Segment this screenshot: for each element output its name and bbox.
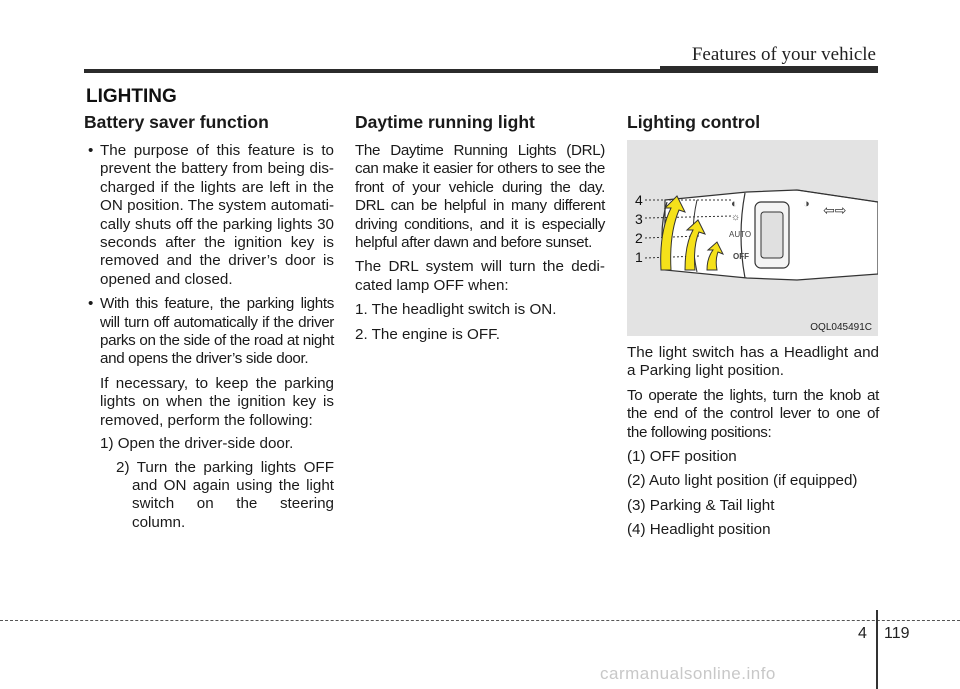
drl-heading: Daytime running light [355, 112, 535, 132]
page-number: 119 [884, 625, 910, 642]
position-number-2: 2 [635, 230, 643, 246]
position-2-text: (2) Auto light position (if equipped) [627, 472, 858, 490]
battery-saver-bullet-2 [84, 295, 334, 369]
battery-saver-step-1: 1) Open the driver-side door. [100, 435, 294, 453]
lighting-control-paragraph-1: The light switch has a Headlight and a Parking light position. [627, 344, 879, 380]
section-title: LIGHTING [86, 86, 177, 107]
running-header: Features of your vehicle [691, 44, 876, 65]
drl-item-2: 2. The engine is OFF. [355, 325, 500, 343]
battery-saver-step-2: 2) Turn the parking lights OFF and ON again using the light switch on the steering column. [116, 458, 334, 531]
bullet-dot: • [88, 295, 93, 313]
parking-light-icon: ☼ [731, 212, 741, 223]
turn-signal-icon: ⇦⇨ [823, 202, 847, 218]
bullet-1-text: The purpose of this feature is to prevent the battery from being dis-charged if the lights are left in the ON position. The system automati-cally shuts off the parking lights 30 seconds after the ignition key is removed and the driver’s door is opened and closed. [100, 142, 334, 288]
lighting-control-heading: Lighting control [627, 112, 761, 132]
figure-code: OQL045491C [810, 322, 872, 333]
battery-saver-column [84, 112, 334, 532]
lighting-control-text [627, 344, 879, 546]
headlight-icon: ◐ [731, 198, 738, 210]
off-label: OFF [733, 252, 749, 261]
position-number-4: 4 [635, 192, 643, 208]
bullet-2-text: With this feature, the parking lights will turn off automatically if the driver parks on the side of the road at night and opens the driver’s side door. [100, 295, 334, 368]
drl-paragraph-2: The DRL system will turn the dedi-cated lamp OFF when: [355, 258, 605, 294]
bullet-dot: • [88, 142, 94, 159]
drl-paragraph-1: The Daytime Running Lights (DRL) can make it easier for others to see the front of your vehicle during the day. DRL can be helpful in many different driving conditions, and it is especially helpful after dawn and before sunset. [355, 142, 605, 252]
battery-saver-note: If necessary, to keep the parking lights on when the ignition key is removed, perform the following: [100, 374, 334, 429]
battery-saver-heading: Battery saver function [84, 112, 269, 132]
footer-rule [0, 620, 960, 621]
lighting-control-paragraph-2: To operate the lights, turn the knob at the end of the control lever to one of the following positions: [627, 386, 879, 441]
position-number-1: 1 [635, 249, 643, 265]
position-1-text: (1) OFF position [627, 448, 737, 466]
auto-label: AUTO [729, 230, 752, 239]
chapter-number: 4 [858, 625, 867, 642]
page-divider [876, 610, 878, 689]
header-rule-accent [660, 66, 878, 72]
light-switch-illustration [627, 140, 878, 336]
position-number-3: 3 [635, 211, 643, 227]
battery-saver-bullet-1 [84, 142, 334, 289]
watermark: carmanualsonline.info [600, 664, 776, 683]
drl-item-1: 1. The headlight switch is ON. [355, 301, 557, 319]
position-4-text: (4) Headlight position [627, 521, 771, 539]
drl-column [355, 112, 605, 350]
light-switch-figure [627, 140, 878, 336]
position-3-text: (3) Parking & Tail light [627, 496, 775, 514]
lighting-control-column [627, 112, 879, 142]
fog-light-icon: ◑ [803, 198, 810, 210]
